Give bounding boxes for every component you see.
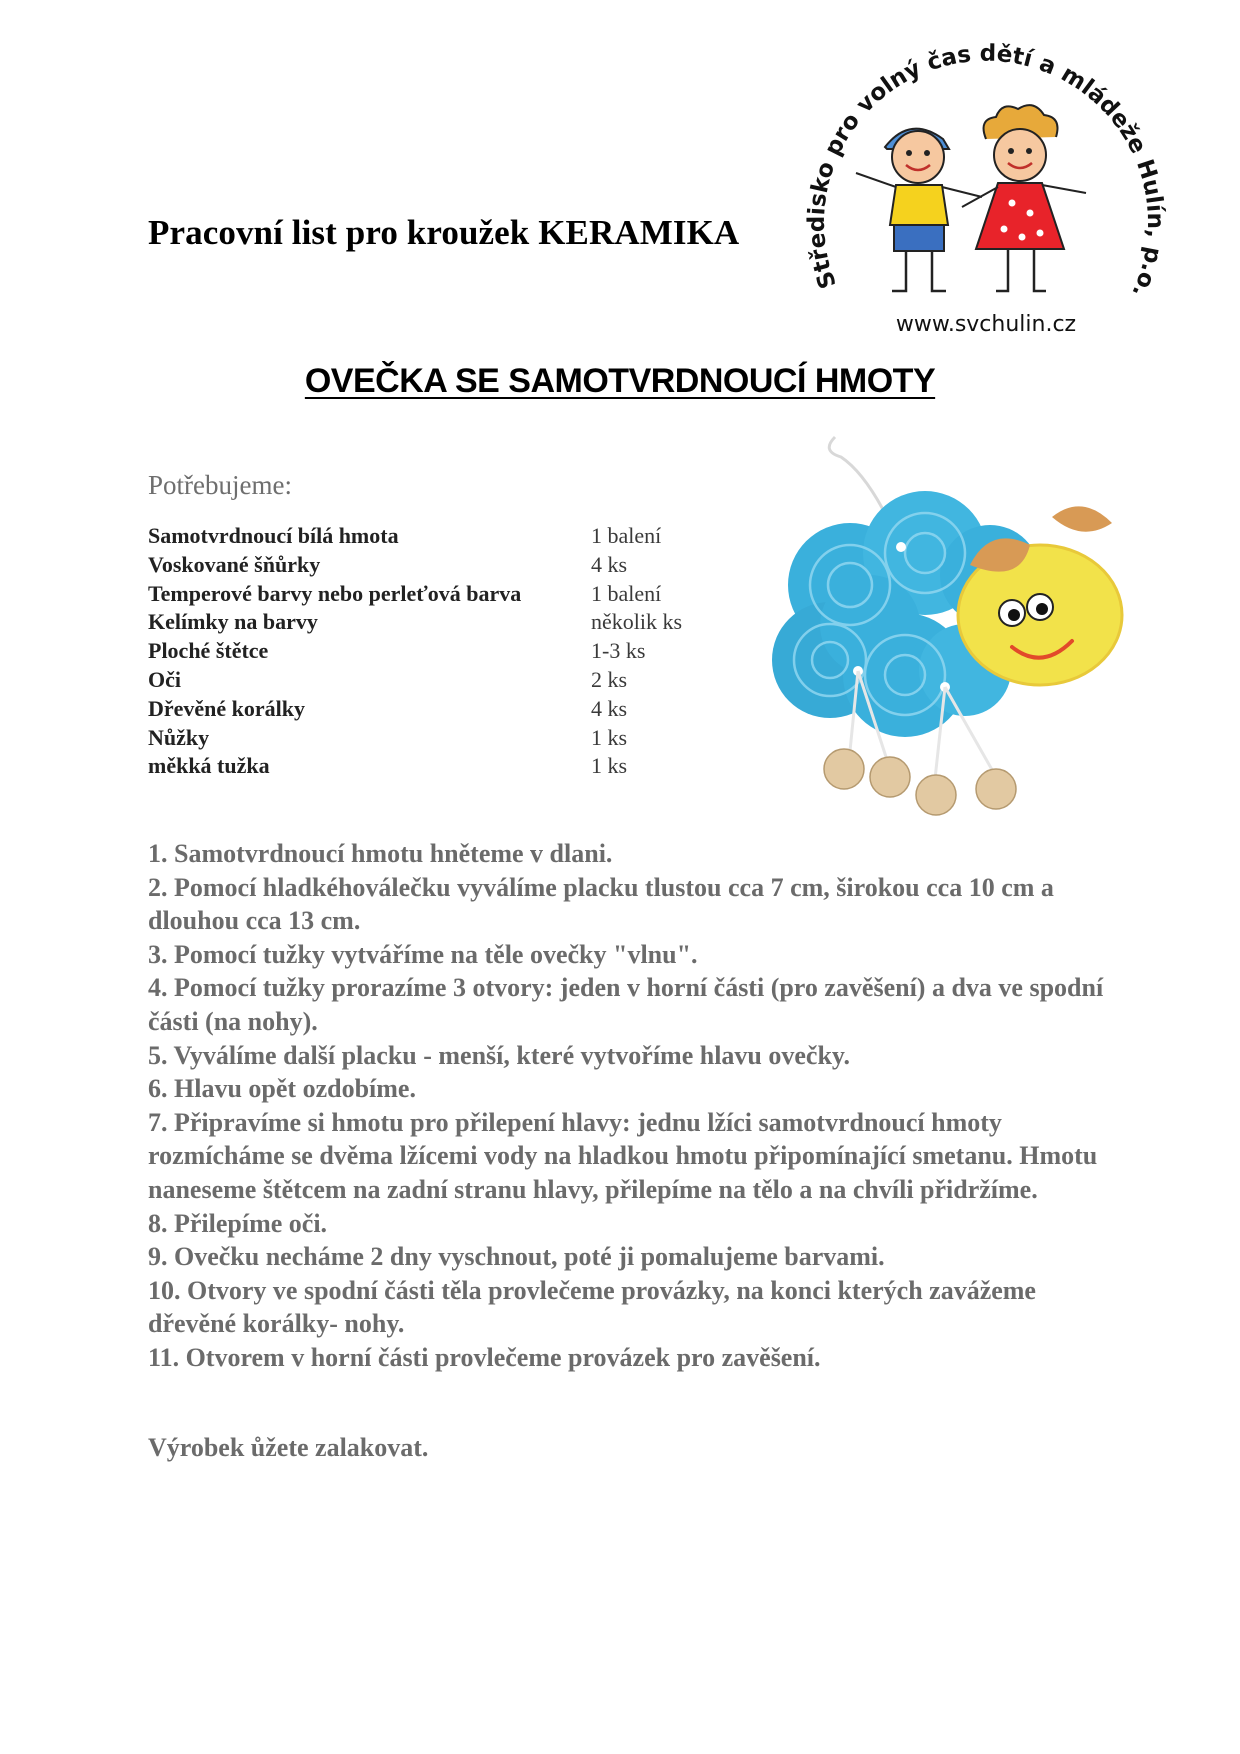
material-name: Voskované šňůrky [148,551,321,577]
logo [790,35,1200,355]
list-item [148,551,682,580]
instruction-step: 10. Otvory ve spodní části těla provlečeme provázky, na konci kterých zavážeme dřevěné korálky- nohy. [148,1275,1036,1339]
material-name: Temperové barvy nebo perleťová barva [148,580,522,606]
material-qty: 1 balení [591,580,662,606]
list-item [148,580,682,609]
instruction-step: 5. Vyválíme další placku - menší, které vytvoříme hlavu ovečky. [148,1040,850,1070]
footer-note: Výrobek ůžete zalakovat. [148,1433,429,1462]
material-name: Samotvrdnoucí bílá hmota [148,523,399,548]
list-item [148,637,682,666]
sheep-illustration [740,425,1160,845]
instruction-step: 9. Ovečku necháme 2 dny vyschnout, poté ji pomalujeme barvami. [148,1242,885,1272]
material-name: měkká tužka [148,753,270,779]
instruction-step: 1. Samotvrdnoucí hmotu hněteme v dlani. [148,839,613,868]
instructions [148,837,1108,1375]
list-item [148,608,682,637]
worksheet-title: Pracovní list pro kroužek KERAMIKA [148,213,740,252]
material-qty: 4 ks [591,695,628,721]
list-item [148,695,682,724]
instruction-step: 8. Přilepíme oči. [148,1208,328,1238]
main-title: OVEČKA SE SAMOTVRDNOUCÍ HMOTY [304,362,936,400]
instruction-step: 7. Připravíme si hmotu pro přilepení hlavy: jednu lžíci samotvrdnoucí hmoty rozmícháme se dvěma lžícemi vody na hladkou hmotu připomínající smetanu. Hmotu naneseme štětcem na zadní stranu hlavy, přilepíme na tělo a na chvíli přidržíme. [148,1107,1098,1204]
instruction-step: 2. Pomocí hladkéhoválečku vyválíme placku tlustou cca 7 cm, širokou cca 10 cm a dlouhou cca 13 cm. [148,872,1054,936]
material-name: Dřevěné korálky [148,695,306,721]
material-qty: 1 ks [591,753,628,779]
sheep-photo [740,425,1160,845]
material-qty: 1 ks [591,724,628,750]
material-name: Kelímky na barvy [148,609,318,635]
needs-heading: Potřebujeme: [148,470,292,500]
list-item [148,522,682,551]
instruction-step: 4. Pomocí tužky prorazíme 3 otvory: jeden v horní části (pro zavěšení) a dva ve spodní části (na nohy). [148,973,1104,1036]
instruction-step: 6. Hlavu opět ozdobíme. [148,1074,416,1104]
material-qty: 2 ks [591,666,628,692]
logo-url: www.svchulin.cz [895,312,1077,337]
list-item [148,724,682,753]
materials-list [148,522,682,781]
material-qty: 1-3 ks [591,638,646,664]
list-item [148,666,682,695]
logo-arc-text: Středisko pro volný čas dětí a mládeže Hulín, p.o. [803,40,1169,302]
instruction-step: 3. Pomocí tužky vytváříme na těle ovečky "vlnu". [148,939,698,969]
list-item [148,752,682,781]
material-name: Oči [148,666,181,692]
logo-girl [962,105,1086,291]
material-qty: 4 ks [591,551,628,577]
instruction-step: 11. Otvorem v horní části provlečeme provázek pro zavěšení. [148,1342,821,1372]
logo-boy [856,129,982,291]
material-name: Nůžky [148,724,210,750]
material-name: Ploché štětce [148,638,269,664]
material-qty: 1 balení [591,523,662,548]
material-qty: několik ks [591,609,683,635]
logo-graphic [790,35,1200,355]
